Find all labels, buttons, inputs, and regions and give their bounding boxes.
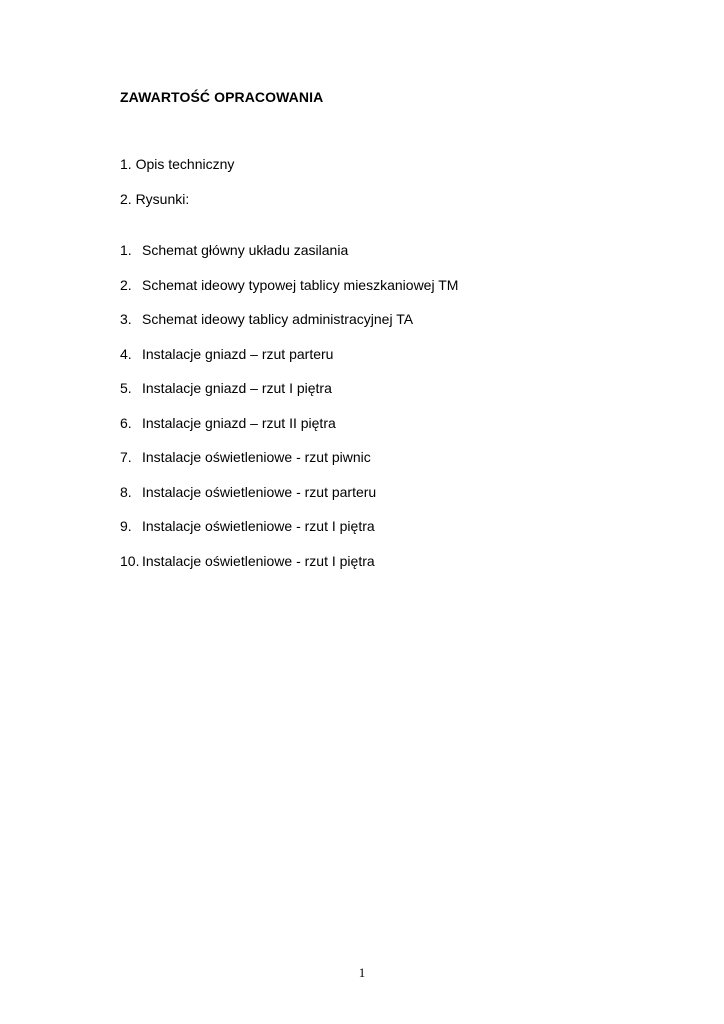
list-item-number: 8.	[120, 483, 132, 500]
list-item-text: Schemat ideowy typowej tablicy mieszkaniowej TM	[142, 276, 459, 293]
list-item	[120, 345, 458, 380]
list-item-number: 6.	[120, 414, 132, 431]
drawings-list	[120, 241, 458, 586]
list-item-text: Instalacje gniazd – rzut parteru	[142, 345, 334, 362]
list-item-number: 9.	[120, 518, 132, 534]
section-technical-description: 1. Opis techniczny	[120, 156, 235, 172]
list-item-number: 1.	[120, 242, 132, 258]
list-item	[120, 276, 458, 311]
list-item-text: Instalacje oświetleniowe - rzut piwnic	[142, 449, 371, 465]
list-item-number: 7.	[120, 449, 132, 465]
list-item	[120, 310, 458, 345]
list-item	[120, 241, 458, 276]
list-item-number: 10.	[120, 552, 140, 569]
list-item-text: Instalacje gniazd – rzut I piętra	[142, 380, 332, 396]
list-item-text: Schemat ideowy tablicy administracyjnej TA	[142, 311, 414, 327]
page-title: ZAWARTOŚĆ OPRACOWANIA	[120, 89, 324, 105]
list-item	[120, 414, 458, 449]
list-item	[120, 483, 458, 518]
list-item-number: 5.	[120, 380, 132, 396]
list-item-number: 2.	[120, 276, 132, 293]
list-item	[120, 517, 458, 552]
list-item-text: Instalacje oświetleniowe - rzut I piętra	[142, 518, 375, 534]
list-item	[120, 379, 458, 414]
list-item-text: Schemat główny układu zasilania	[142, 242, 349, 258]
page-number: 1	[358, 965, 366, 980]
list-item-number: 4.	[120, 345, 132, 362]
list-item	[120, 552, 458, 587]
list-item-text: Instalacje gniazd – rzut II piętra	[142, 414, 336, 431]
list-item	[120, 448, 458, 483]
list-item-text: Instalacje oświetleniowe - rzut parteru	[142, 483, 377, 500]
section-drawings-heading: 2. Rysunki:	[120, 191, 190, 207]
list-item-number: 3.	[120, 311, 132, 327]
list-item-text: Instalacje oświetleniowe - rzut I piętra	[142, 552, 375, 569]
